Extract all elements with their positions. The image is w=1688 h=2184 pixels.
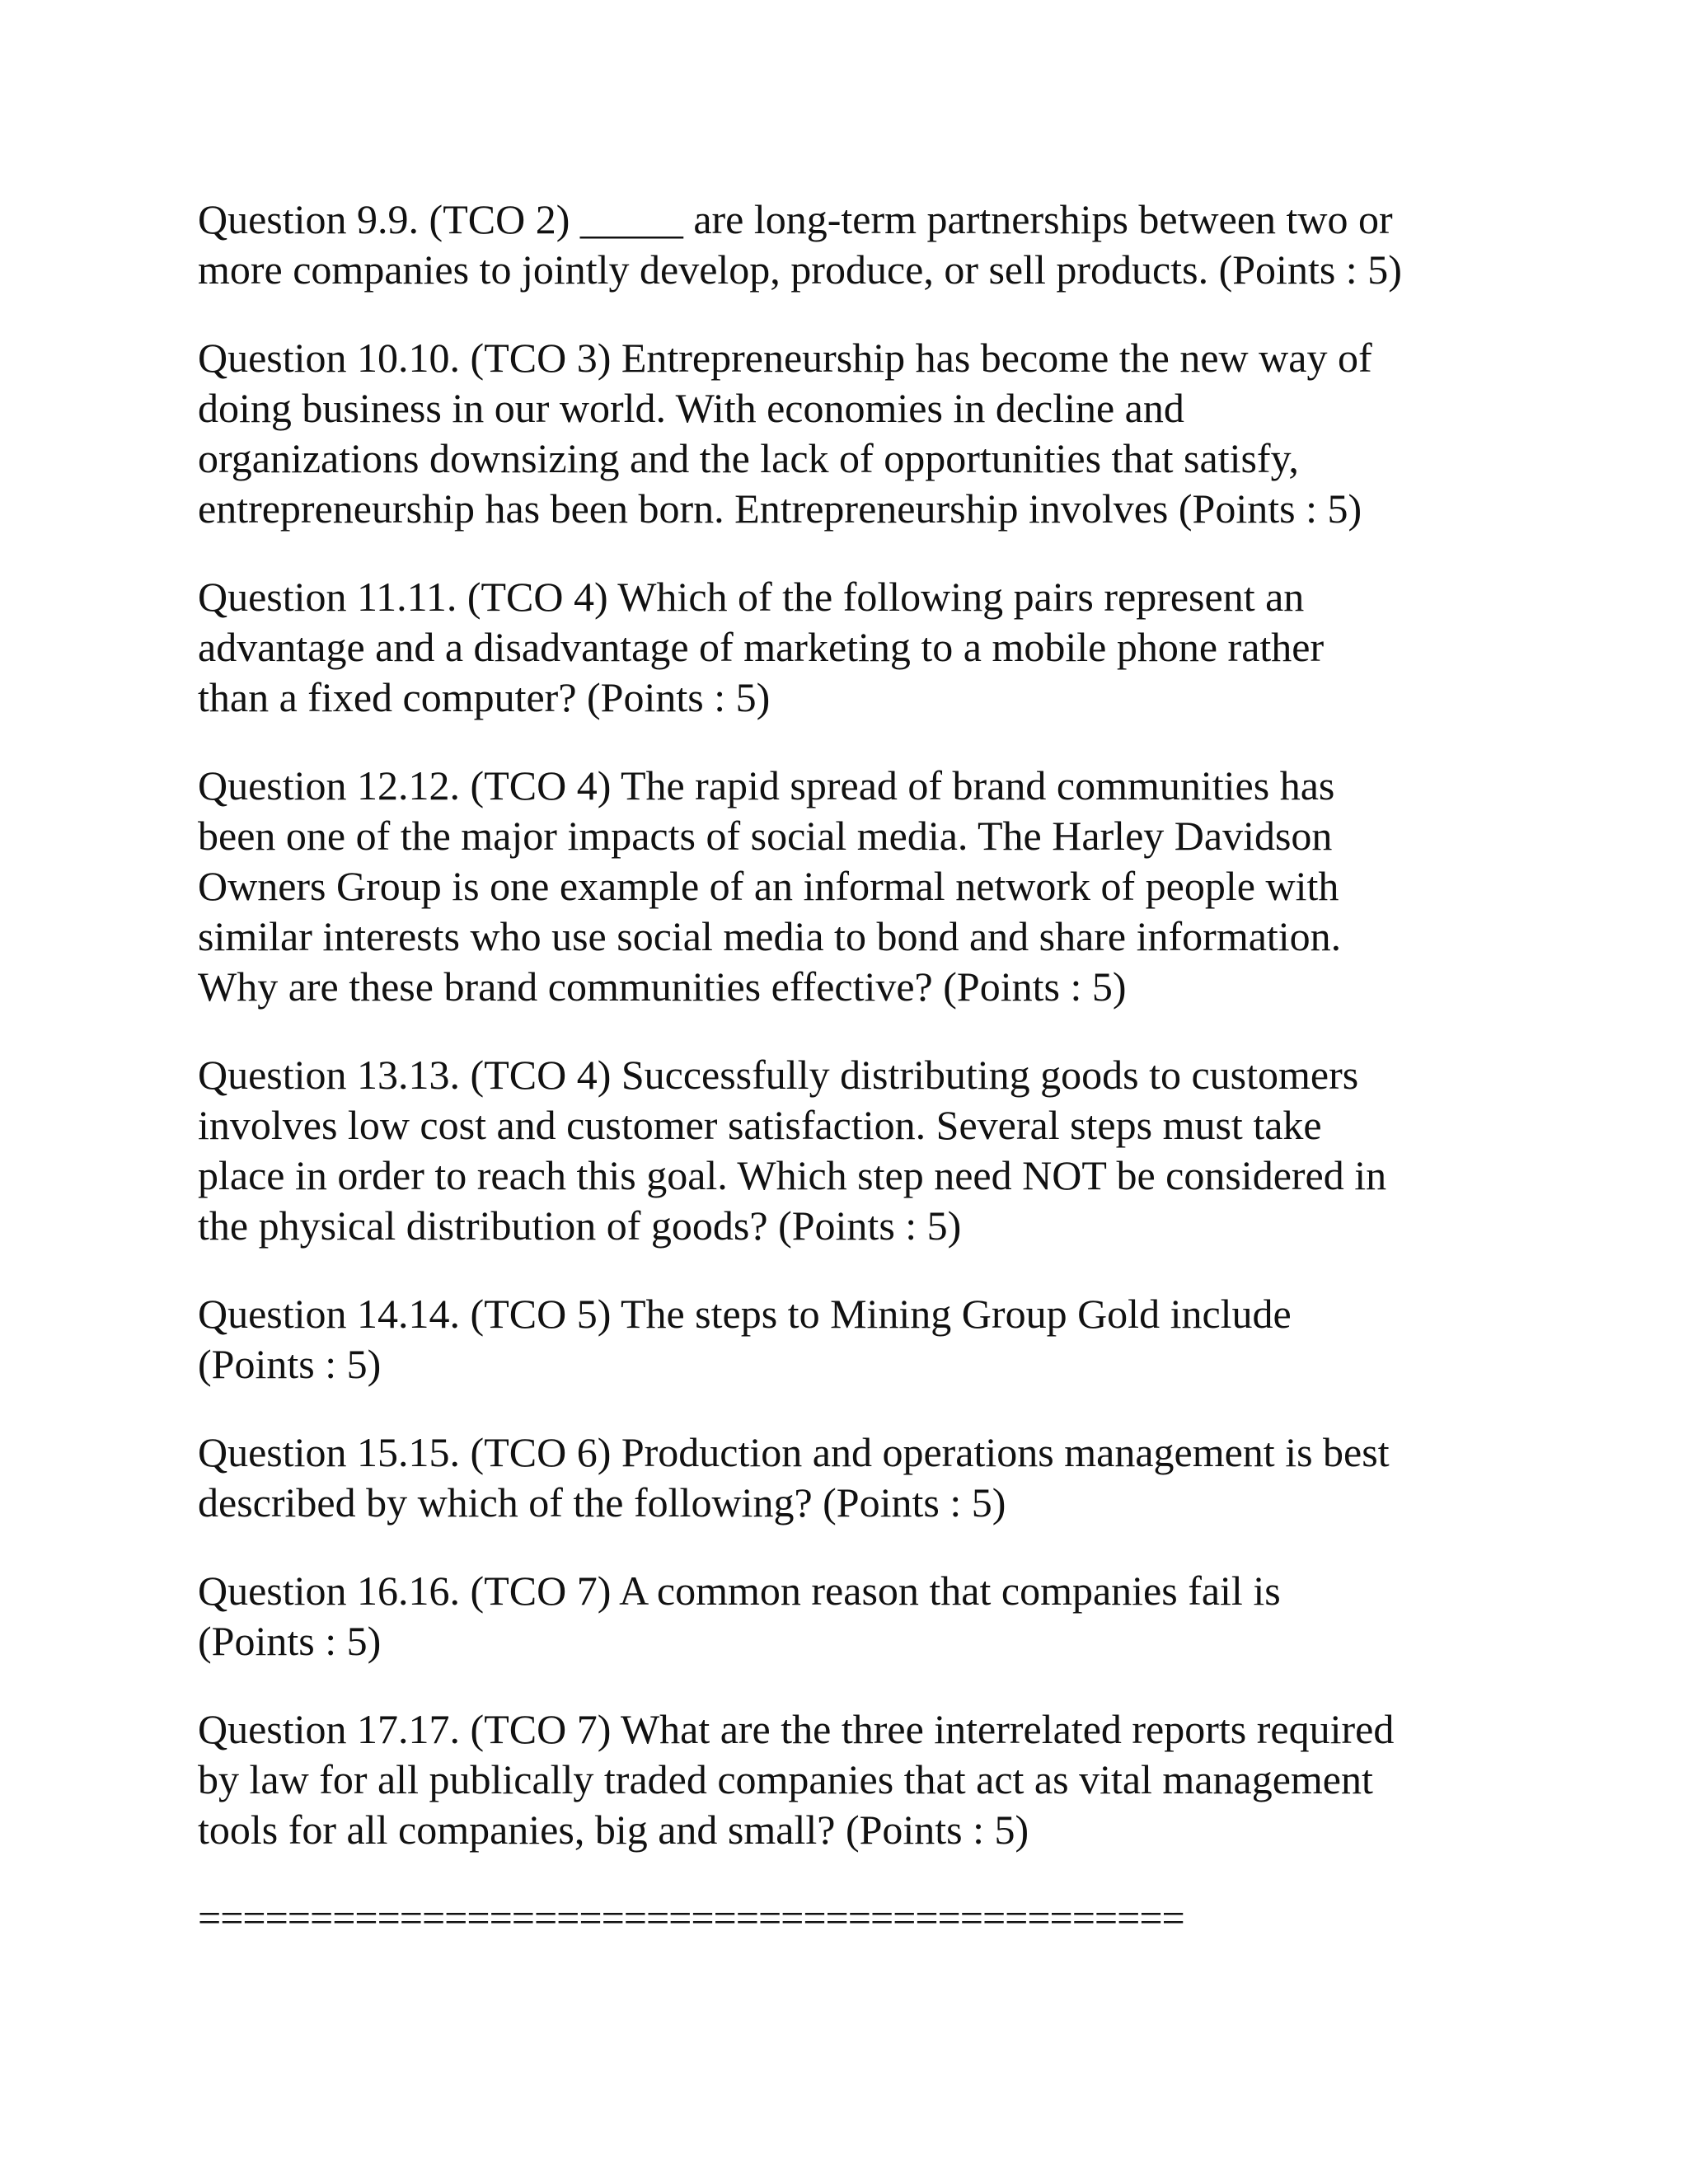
question-text-line: Question 11.11. (TCO 4) Which of the following pairs represent an (198, 574, 1305, 620)
question-text-line: the physical distribution of goods? (Points : 5) (198, 1202, 962, 1249)
question-text-line: Question 17.17. (TCO 7) What are the three interrelated reports required (198, 1706, 1395, 1752)
question-11 (198, 572, 1484, 723)
question-text-line: doing business in our world. With economies in decline and (198, 385, 1184, 431)
document-page (198, 194, 1484, 1943)
question-text-line: Question 13.13. (TCO 4) Successfully distributing goods to customers (198, 1052, 1359, 1098)
question-text-line: by law for all publically traded companies that act as vital management (198, 1756, 1373, 1802)
question-14 (198, 1289, 1484, 1390)
question-12 (198, 761, 1484, 1012)
question-text-line: Owners Group is one example of an informal network of people with (198, 863, 1339, 909)
question-text-line: involves low cost and customer satisfaction. Several steps must take (198, 1102, 1322, 1148)
question-text-line: similar interests who use social media to bond and share information. (198, 913, 1342, 959)
question-text-line: been one of the major impacts of social media. The Harley Davidson (198, 813, 1333, 859)
question-text-line: described by which of the following? (Points : 5) (198, 1479, 1006, 1526)
separator-line: ============================================ (198, 1895, 1184, 1941)
question-text-line: than a fixed computer? (Points : 5) (198, 674, 771, 720)
question-text-line: (Points : 5) (198, 1618, 382, 1664)
question-text-line: more companies to jointly develop, produce, or sell products. (Points : 5) (198, 246, 1402, 293)
question-15 (198, 1427, 1484, 1528)
question-text-line: Question 10.10. (TCO 3) Entrepreneurship has become the new way of (198, 335, 1372, 381)
question-text-line: Question 15.15. (TCO 6) Production and operations management is best (198, 1429, 1390, 1475)
question-text-line: Question 14.14. (TCO 5) The steps to Mining Group Gold include (198, 1291, 1292, 1337)
question-13 (198, 1050, 1484, 1251)
question-9 (198, 194, 1484, 295)
question-10 (198, 333, 1484, 534)
question-text-line: entrepreneurship has been born. Entrepreneurship involves (Points : 5) (198, 485, 1362, 532)
question-text-line: tools for all companies, big and small? (Points : 5) (198, 1807, 1029, 1853)
question-text-line: Why are these brand communities effective? (Points : 5) (198, 963, 1127, 1010)
question-17 (198, 1704, 1484, 1855)
question-16 (198, 1566, 1484, 1666)
question-text-line: Question 16.16. (TCO 7) A common reason that companies fail is (198, 1568, 1281, 1614)
question-text-line: organizations downsizing and the lack of opportunities that satisfy, (198, 435, 1299, 481)
question-text-line: (Points : 5) (198, 1341, 382, 1387)
question-text-line: Question 12.12. (TCO 4) The rapid spread of brand communities has (198, 762, 1335, 808)
question-text-line: advantage and a disadvantage of marketing to a mobile phone rather (198, 624, 1325, 670)
question-text-line: place in order to reach this goal. Which step need NOT be considered in (198, 1152, 1387, 1198)
question-text-line: Question 9.9. (TCO 2) _____ are long-term partnerships between two or (198, 196, 1393, 242)
